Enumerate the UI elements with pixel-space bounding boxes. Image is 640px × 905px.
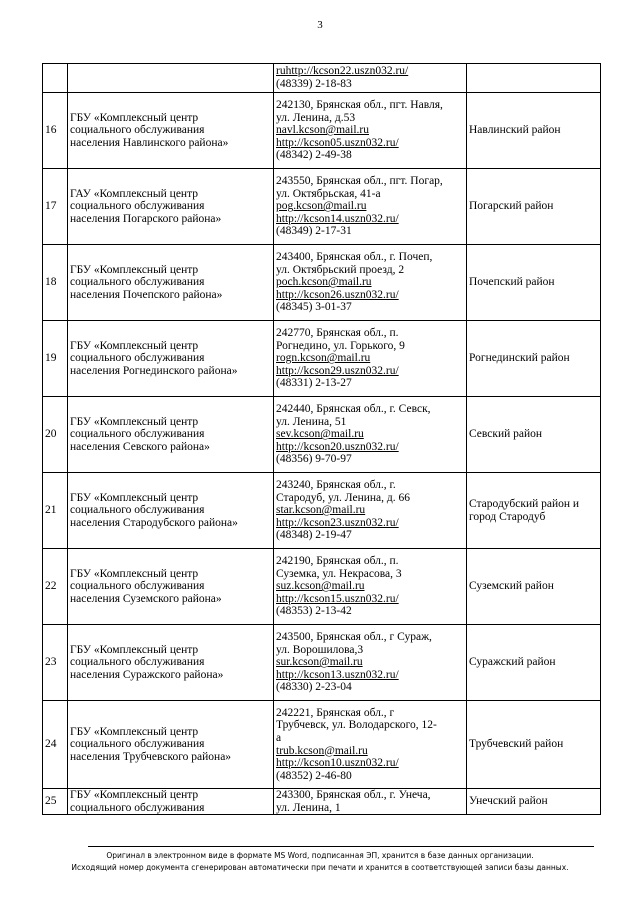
organization-name-line: ГБУ «Комплексный центр	[70, 643, 199, 656]
organization-name	[68, 473, 274, 549]
organizations-table	[42, 63, 601, 815]
row-number-cell	[43, 64, 68, 93]
address-line: (48349) 2-17-31	[276, 225, 352, 238]
district-name: Суражский район	[467, 625, 601, 701]
organization-name	[68, 625, 274, 701]
address-line: (48345) 3-01-37	[276, 301, 352, 314]
website-link[interactable]: http://kcson05.uszn032.ru/	[276, 136, 399, 149]
email-link[interactable]: navl.kcson@mail.ru	[276, 124, 369, 137]
email-link[interactable]: pog.kcson@mail.ru	[276, 200, 367, 213]
address-line: (48352) 2-46-80	[276, 769, 352, 782]
address-line: 243550, Брянская обл., пгт. Погар,	[276, 175, 443, 188]
table-row	[43, 321, 601, 397]
district-name: Унечский район	[467, 789, 601, 815]
website-link[interactable]: http://kcson13.uszn032.ru/	[276, 668, 399, 681]
organization-name-line: ГБУ «Комплексный центр	[70, 567, 199, 580]
organization-name-line: социального обслуживания	[70, 124, 205, 137]
organization-name-line: ГБУ «Комплексный центр	[70, 725, 199, 738]
address-line: ул. Ленина, д.53	[276, 111, 356, 124]
organization-name-line: населения Рогнединского района»	[70, 364, 238, 377]
table-row	[43, 397, 601, 473]
organization-name-line: социального обслуживания	[70, 738, 205, 751]
row-number: 21	[43, 473, 68, 549]
website-link[interactable]: http://kcson20.uszn032.ru/	[276, 440, 399, 453]
website-link[interactable]: http://kcson26.uszn032.ru/	[276, 288, 399, 301]
organization-cell	[68, 64, 274, 93]
table-row	[43, 245, 601, 321]
district-name: Стародубский район и город Стародуб	[467, 473, 601, 549]
row-number: 24	[43, 701, 68, 789]
email-link[interactable]: trub.kcson@mail.ru	[276, 744, 368, 757]
row-number: 18	[43, 245, 68, 321]
organization-name-line: населения Суражского района»	[70, 668, 224, 681]
organization-name-line: социального обслуживания	[70, 656, 205, 669]
organization-name-line: социального обслуживания	[70, 580, 205, 593]
organization-name-line: населения Почепского района»	[70, 288, 223, 301]
contact-address	[274, 789, 467, 815]
table-row	[43, 169, 601, 245]
organization-name-line: социального обслуживания	[70, 428, 205, 441]
address-line: 242770, Брянская обл., п.	[276, 327, 399, 340]
organization-name	[68, 789, 274, 815]
address-line: 242190, Брянская обл., п.	[276, 555, 399, 568]
address-line: (48342) 2-49-38	[276, 149, 352, 162]
organization-name-line: социального обслуживания	[70, 504, 205, 517]
website-link[interactable]: ruhttp://kcson22.uszn032.ru/	[276, 65, 409, 78]
footer-note	[0, 850, 640, 874]
district-cell	[467, 64, 601, 93]
address-line: Суземка, ул. Некрасова, 3	[276, 567, 402, 580]
address-line: 242221, Брянская обл., г	[276, 706, 395, 719]
organization-name	[68, 93, 274, 169]
organization-name-line: населения Стародубского района»	[70, 516, 238, 529]
district-name: Почепский район	[467, 245, 601, 321]
organization-name-line: ГБУ «Комплексный центр	[70, 111, 199, 124]
email-link[interactable]: suz.kcson@mail.ru	[276, 580, 365, 593]
contact-address	[274, 93, 467, 169]
row-number: 16	[43, 93, 68, 169]
contact-address	[274, 321, 467, 397]
organization-name	[68, 245, 274, 321]
address-line: (48331) 2-13-27	[276, 377, 352, 390]
table-body	[43, 64, 601, 815]
email-link[interactable]: sur.kcson@mail.ru	[276, 656, 363, 669]
organization-name-line: ГАУ «Комплексный центр	[70, 187, 199, 200]
address-line: Рогнедино, ул. Горького, 9	[276, 339, 405, 352]
district-name: Рогнединский район	[467, 321, 601, 397]
organization-name	[68, 397, 274, 473]
table-row	[43, 93, 601, 169]
organization-name-line: населения Погарского района»	[70, 212, 222, 225]
email-link[interactable]: poch.kcson@mail.ru	[276, 276, 372, 289]
footer-line-1: Оригинал в электронном виде в формате MS Word, подписанная ЭП, хранится в базе данных организации.	[106, 851, 534, 860]
address-line: ул. Ленина, 1	[276, 801, 341, 814]
website-link[interactable]: http://kcson29.uszn032.ru/	[276, 364, 399, 377]
table-row	[43, 549, 601, 625]
row-number: 23	[43, 625, 68, 701]
organization-name-line: социального обслуживания	[70, 200, 205, 213]
email-link[interactable]: rogn.kcson@mail.ru	[276, 352, 371, 365]
address-line: (48356) 9-70-97	[276, 453, 352, 466]
table-row	[43, 789, 601, 815]
district-name: Навлинский район	[467, 93, 601, 169]
address-cell	[274, 64, 467, 93]
footer-divider	[88, 846, 594, 847]
organization-name-line: ГБУ «Комплексный центр	[70, 789, 199, 801]
address-line: а	[276, 731, 282, 744]
address-line: (48353) 2-13-42	[276, 605, 352, 618]
row-number: 20	[43, 397, 68, 473]
organization-name-line: ГБУ «Комплексный центр	[70, 339, 199, 352]
table-row	[43, 473, 601, 549]
contact-address	[274, 701, 467, 789]
organization-name	[68, 549, 274, 625]
address-line: Трубчевск, ул. Володарского, 12-	[276, 719, 437, 732]
address-line: ул. Октябрьская, 41-а	[276, 187, 381, 200]
address-line: 242440, Брянская обл., г. Севск,	[276, 403, 431, 416]
district-name: Суземский район	[467, 549, 601, 625]
district-name: Севский район	[467, 397, 601, 473]
website-link[interactable]: http://kcson23.uszn032.ru/	[276, 516, 399, 529]
contact-address	[274, 473, 467, 549]
address-line: Стародуб, ул. Ленина, д. 66	[276, 491, 410, 504]
address-line: ул. Ворошилова,3	[276, 643, 364, 656]
address-line: (48348) 2-19-47	[276, 529, 352, 542]
contact-address	[274, 169, 467, 245]
organization-name-line: ГБУ «Комплексный центр	[70, 491, 199, 504]
table-row-continuation	[43, 64, 601, 93]
organization-name-line: социального обслуживания	[70, 352, 205, 365]
table-row	[43, 625, 601, 701]
organization-name-line: населения Трубчевского района»	[70, 750, 232, 763]
organization-name-line: населения Навлинского района»	[70, 136, 229, 149]
district-name: Трубчевский район	[467, 701, 601, 789]
organization-name	[68, 169, 274, 245]
address-line: 243500, Брянская обл., г Сураж,	[276, 631, 432, 644]
row-number: 22	[43, 549, 68, 625]
address-line: ул. Октябрьский проезд, 2	[276, 263, 405, 276]
organization-name-line: ГБУ «Комплексный центр	[70, 415, 199, 428]
organization-name-line: населения Суземского района»	[70, 592, 222, 605]
district-name: Погарский район	[467, 169, 601, 245]
row-number: 19	[43, 321, 68, 397]
address-line: 242130, Брянская обл., пгт. Навля,	[276, 99, 443, 112]
page-number: 3	[317, 19, 323, 31]
table-row	[43, 701, 601, 789]
organization-name-line: социального обслуживания	[70, 801, 205, 814]
website-link[interactable]: http://kcson14.uszn032.ru/	[276, 212, 399, 225]
footer-line-2: Исходящий номер документа сгенерирован автоматически при печати и хранится в соответствующей записи базы данных.	[71, 863, 569, 872]
organization-name	[68, 321, 274, 397]
address-line: 243240, Брянская обл., г.	[276, 479, 396, 492]
email-link[interactable]: sev.kcson@mail.ru	[276, 428, 364, 441]
contact-address	[274, 397, 467, 473]
organization-name	[68, 701, 274, 789]
phone-text: (48339) 2-18-83	[276, 78, 352, 90]
row-number: 17	[43, 169, 68, 245]
address-line: ул. Ленина, 51	[276, 415, 347, 428]
email-link[interactable]: star.kcson@mail.ru	[276, 504, 366, 517]
address-line: 243400, Брянская обл., г. Почеп,	[276, 251, 433, 264]
contact-address	[274, 625, 467, 701]
contact-address	[274, 245, 467, 321]
website-link[interactable]: http://kcson10.uszn032.ru/	[276, 757, 399, 770]
contact-address	[274, 549, 467, 625]
organization-name-line: социального обслуживания	[70, 276, 205, 289]
organization-name-line: населения Севского района»	[70, 440, 210, 453]
organization-name-line: ГБУ «Комплексный центр	[70, 263, 199, 276]
row-number: 25	[43, 789, 68, 815]
address-line: (48330) 2-23-04	[276, 681, 352, 694]
address-line: 243300, Брянская обл., г. Унеча,	[276, 789, 431, 801]
website-link[interactable]: http://kcson15.uszn032.ru/	[276, 592, 399, 605]
